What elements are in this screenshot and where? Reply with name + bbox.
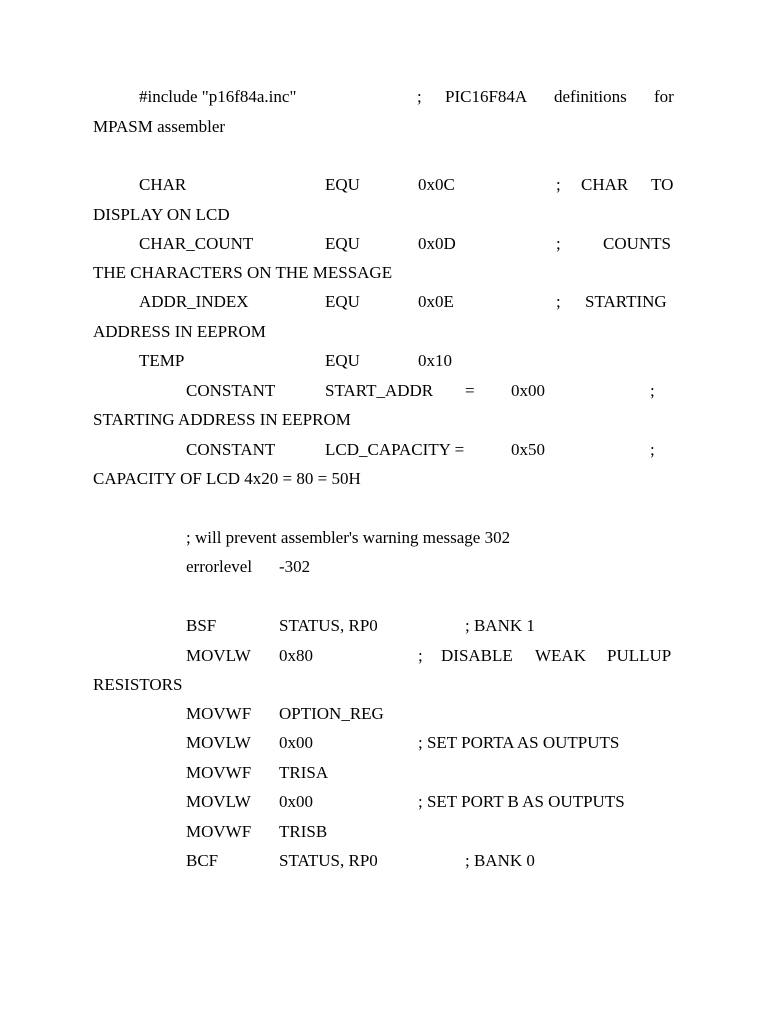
equate-op: EQU	[325, 234, 360, 253]
instruction-op: MOVWF	[186, 763, 252, 782]
comment-continuation: THE CHARACTERS ON THE MESSAGE	[93, 263, 393, 282]
instruction-arg: 0x00	[279, 792, 313, 811]
instruction-op: MOVLW	[186, 646, 251, 665]
equate-value: 0x0E	[418, 292, 454, 311]
constant-keyword: CONSTANT	[186, 440, 276, 459]
comment-word: PULLUP	[607, 646, 672, 665]
comment-semicolon: ;	[556, 234, 561, 253]
comment-word: CHAR	[581, 175, 629, 194]
comment-semicolon: ;	[417, 87, 422, 106]
errorlevel-value: -302	[279, 557, 311, 576]
equate-op: EQU	[325, 175, 360, 194]
warning-comment: ; will prevent assembler's warning message 302	[186, 528, 511, 547]
constant-name: START_ADDR	[325, 381, 434, 400]
instruction-arg: OPTION_REG	[279, 704, 384, 723]
instruction-comment: ; SET PORT B AS OUTPUTS	[418, 792, 625, 811]
comment-word: definitions	[554, 87, 627, 106]
instruction-op: MOVLW	[186, 792, 251, 811]
equate-value: 0x0D	[418, 234, 456, 253]
include-directive: #include "p16f84a.inc"	[139, 87, 297, 106]
comment-word: TO	[651, 175, 674, 194]
comment-continuation: MPASM assembler	[93, 117, 226, 136]
comment-continuation: DISPLAY ON LCD	[93, 205, 230, 224]
instruction-op: MOVWF	[186, 704, 252, 723]
constant-equals: =	[465, 381, 475, 400]
comment-semicolon: ;	[556, 292, 561, 311]
instruction-op: BCF	[186, 851, 219, 870]
instruction-comment: ; BANK 1	[465, 616, 535, 635]
equate-op: EQU	[325, 292, 360, 311]
comment-word: COUNTS	[603, 234, 672, 253]
equate-name: CHAR	[139, 175, 187, 194]
equate-value: 0x10	[418, 351, 452, 370]
instruction-op: BSF	[186, 616, 217, 635]
instruction-arg: STATUS, RP0	[279, 616, 378, 635]
instruction-op: MOVWF	[186, 822, 252, 841]
errorlevel-directive: errorlevel	[186, 557, 253, 576]
comment-semicolon: ;	[650, 440, 655, 459]
instruction-op: MOVLW	[186, 733, 251, 752]
instruction-arg: TRISA	[279, 763, 329, 782]
comment-continuation: RESISTORS	[93, 675, 183, 694]
equate-name: CHAR_COUNT	[139, 234, 254, 253]
instruction-arg: 0x00	[279, 733, 313, 752]
equate-op: EQU	[325, 351, 360, 370]
equate-name: ADDR_INDEX	[139, 292, 249, 311]
constant-keyword: CONSTANT	[186, 381, 276, 400]
comment-semicolon: ;	[650, 381, 655, 400]
instruction-comment: ; SET PORTA AS OUTPUTS	[418, 733, 620, 752]
comment-semicolon: ;	[556, 175, 561, 194]
constant-value: 0x50	[511, 440, 545, 459]
comment-word: PIC16F84A	[445, 87, 528, 106]
comment-continuation: CAPACITY OF LCD 4x20 = 80 = 50H	[93, 469, 361, 488]
instruction-arg: TRISB	[279, 822, 328, 841]
comment-word: WEAK	[535, 646, 586, 665]
constant-value: 0x00	[511, 381, 545, 400]
instruction-arg: 0x80	[279, 646, 313, 665]
equate-name: TEMP	[139, 351, 185, 370]
instruction-arg: STATUS, RP0	[279, 851, 378, 870]
comment-continuation: ADDRESS IN EEPROM	[93, 322, 266, 341]
comment-semicolon: ;	[418, 646, 423, 665]
comment-word: STARTING	[585, 292, 667, 311]
comment-word: for	[654, 87, 674, 106]
comment-word: DISABLE	[441, 646, 513, 665]
instruction-comment: ; BANK 0	[465, 851, 535, 870]
constant-name: LCD_CAPACITY =	[325, 440, 465, 459]
comment-continuation: STARTING ADDRESS IN EEPROM	[93, 410, 351, 429]
equate-value: 0x0C	[418, 175, 455, 194]
